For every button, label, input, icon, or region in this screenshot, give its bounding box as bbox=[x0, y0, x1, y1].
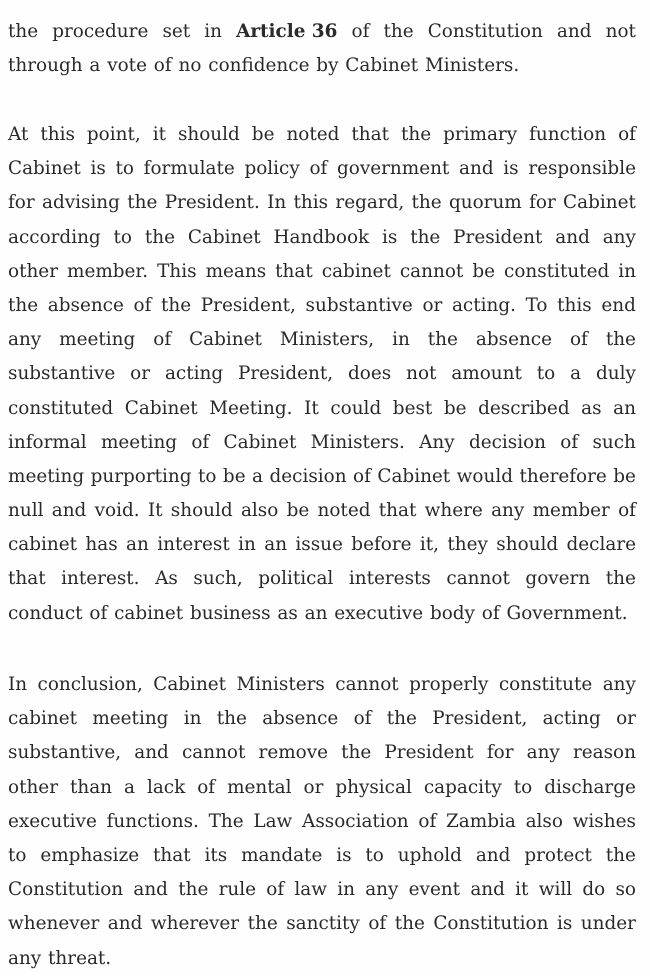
word: the bbox=[8, 21, 39, 42]
word: not bbox=[605, 21, 636, 42]
text-line bbox=[8, 942, 636, 976]
text-line bbox=[8, 392, 636, 426]
word: not bbox=[406, 363, 437, 385]
word: in bbox=[337, 879, 355, 901]
word: interests bbox=[348, 568, 431, 590]
word: Cabinet bbox=[377, 465, 451, 487]
word: absence bbox=[47, 294, 124, 316]
word: of bbox=[191, 431, 210, 453]
word: quorum bbox=[448, 192, 522, 214]
word: should bbox=[496, 534, 559, 556]
word: of bbox=[368, 913, 387, 935]
word: should bbox=[177, 124, 240, 145]
word: responsible bbox=[528, 158, 636, 180]
word: of bbox=[618, 500, 636, 522]
word: of bbox=[560, 431, 579, 453]
word: of bbox=[309, 158, 328, 180]
article-reference: Article 36 bbox=[236, 21, 338, 42]
word: absence bbox=[475, 329, 552, 351]
word: protect bbox=[524, 844, 592, 866]
word: Ministers bbox=[236, 674, 325, 695]
word: It bbox=[147, 500, 163, 522]
word: acting bbox=[542, 708, 601, 730]
word: emphasize bbox=[40, 844, 140, 866]
word: cannot bbox=[181, 742, 246, 764]
word: issue bbox=[295, 534, 343, 556]
word: cabinet bbox=[321, 260, 391, 282]
text-line bbox=[8, 15, 636, 49]
word: President, bbox=[200, 294, 296, 316]
word: whenever bbox=[8, 913, 100, 935]
word: the bbox=[178, 879, 209, 901]
text-line bbox=[8, 805, 636, 839]
word: properly bbox=[409, 674, 489, 695]
word: substantive bbox=[305, 294, 413, 316]
word: President. bbox=[164, 192, 260, 214]
word: declare bbox=[566, 534, 636, 556]
paragraph-procedure bbox=[8, 15, 636, 83]
word: President, bbox=[238, 363, 334, 385]
word: or bbox=[422, 294, 443, 316]
word: is bbox=[382, 226, 398, 248]
word: any threat. bbox=[8, 947, 112, 969]
word: meeting bbox=[59, 329, 136, 351]
text-line bbox=[8, 736, 636, 770]
word: be bbox=[251, 124, 275, 145]
word: that bbox=[378, 500, 417, 522]
word: and bbox=[459, 158, 494, 180]
word: Constitution bbox=[427, 21, 543, 42]
word: interest bbox=[157, 534, 230, 556]
word: and bbox=[134, 742, 169, 764]
text-line bbox=[8, 221, 636, 255]
word: and bbox=[555, 226, 590, 248]
word: of bbox=[353, 708, 372, 730]
word: substantive bbox=[8, 363, 116, 385]
word: void. bbox=[94, 500, 140, 522]
word: cannot bbox=[335, 674, 399, 695]
word: therefore bbox=[519, 465, 607, 487]
word: remove bbox=[258, 742, 328, 764]
word: any bbox=[365, 879, 399, 901]
word: President bbox=[384, 742, 474, 764]
word: the bbox=[400, 124, 432, 145]
word: in bbox=[183, 708, 202, 730]
word: an bbox=[613, 397, 636, 419]
word: of bbox=[153, 329, 172, 351]
word: be bbox=[613, 465, 636, 487]
word: member. bbox=[67, 260, 149, 282]
word: also bbox=[240, 500, 279, 522]
word: conduct of cabinet business as an executive body of Government. bbox=[8, 602, 628, 624]
text-line bbox=[8, 255, 636, 289]
word: decision bbox=[468, 431, 547, 453]
word: a bbox=[570, 363, 582, 385]
word: lack bbox=[146, 776, 186, 798]
word: event bbox=[408, 879, 461, 901]
word: the bbox=[144, 226, 175, 248]
word: such bbox=[592, 431, 636, 453]
word: decision bbox=[269, 465, 347, 487]
word: of bbox=[569, 329, 588, 351]
word: null bbox=[8, 500, 44, 522]
text-line bbox=[8, 357, 636, 391]
word: At bbox=[8, 124, 29, 145]
word: law bbox=[294, 879, 327, 901]
word: to bbox=[113, 226, 133, 248]
word: and bbox=[470, 879, 505, 901]
word: Cabinet bbox=[153, 674, 227, 695]
word: of bbox=[133, 294, 152, 316]
word: advising bbox=[41, 192, 120, 214]
word: rule bbox=[218, 879, 256, 901]
text-line bbox=[8, 597, 636, 631]
word: this bbox=[40, 124, 75, 145]
word: set bbox=[162, 21, 191, 42]
text-line bbox=[8, 118, 636, 152]
word: noted bbox=[286, 124, 340, 145]
word: mental bbox=[227, 776, 292, 798]
word: acting bbox=[164, 363, 224, 385]
word: of bbox=[266, 879, 285, 901]
word: discharge bbox=[544, 776, 636, 798]
word: it, bbox=[419, 534, 440, 556]
word: functions. bbox=[106, 810, 199, 832]
word: Meeting. bbox=[209, 397, 293, 419]
word: according bbox=[8, 226, 101, 248]
word: the bbox=[8, 294, 39, 316]
word: so bbox=[615, 879, 636, 901]
word: the bbox=[605, 844, 636, 866]
text-line bbox=[8, 494, 636, 528]
word: Cabinet bbox=[187, 226, 261, 248]
word: this bbox=[293, 192, 329, 214]
word: or bbox=[130, 363, 151, 385]
word: that bbox=[351, 124, 389, 145]
word: This bbox=[157, 260, 197, 282]
word: Cabinet bbox=[189, 329, 262, 351]
word: the bbox=[341, 742, 372, 764]
word: In bbox=[267, 192, 287, 214]
word: described bbox=[478, 397, 570, 419]
word: to bbox=[8, 844, 27, 866]
word: and bbox=[556, 21, 592, 42]
word: is bbox=[503, 158, 519, 180]
word: cabinet bbox=[8, 708, 78, 730]
word: Cabinet bbox=[223, 431, 297, 453]
word: Cabinet bbox=[563, 192, 636, 214]
text-line bbox=[8, 528, 636, 562]
word: cannot bbox=[399, 260, 464, 282]
word: the bbox=[410, 226, 441, 248]
word: a bbox=[252, 465, 264, 487]
word: would bbox=[456, 465, 513, 487]
word: In bbox=[8, 674, 28, 695]
word: other bbox=[8, 776, 58, 798]
word: the bbox=[386, 708, 417, 730]
word: means bbox=[205, 260, 267, 282]
word: Zambia bbox=[446, 810, 516, 832]
word: has bbox=[85, 534, 118, 556]
word: the bbox=[383, 21, 414, 42]
word: Handbook bbox=[273, 226, 370, 248]
word: the bbox=[161, 294, 192, 316]
word: The bbox=[208, 810, 244, 832]
word: in bbox=[618, 260, 636, 282]
word: the bbox=[394, 913, 425, 935]
text-line bbox=[8, 49, 636, 83]
word: do bbox=[582, 879, 606, 901]
word: where bbox=[424, 500, 483, 522]
word: constitute bbox=[498, 674, 593, 695]
word: President bbox=[453, 226, 543, 248]
text-line bbox=[8, 289, 636, 323]
text-line bbox=[8, 873, 636, 907]
text-line bbox=[8, 839, 636, 873]
text-line bbox=[8, 426, 636, 460]
word: that bbox=[275, 260, 313, 282]
word: to bbox=[365, 844, 384, 866]
word: and bbox=[133, 879, 168, 901]
word: of bbox=[618, 124, 636, 145]
word: should bbox=[170, 500, 233, 522]
word: before bbox=[351, 534, 412, 556]
word: Cabinet bbox=[8, 158, 81, 180]
word: Law bbox=[253, 810, 293, 832]
word: Association bbox=[302, 810, 409, 832]
word: absence bbox=[262, 708, 339, 730]
word: to bbox=[536, 363, 556, 385]
word: uphold bbox=[397, 844, 462, 866]
word: meeting bbox=[100, 431, 178, 453]
word: any bbox=[602, 674, 636, 695]
word: constituted bbox=[8, 397, 114, 419]
word: Constitution bbox=[433, 913, 549, 935]
word: policy bbox=[244, 158, 300, 180]
word: its bbox=[204, 844, 228, 866]
word: Ministers, bbox=[279, 329, 375, 351]
word: does bbox=[348, 363, 392, 385]
word: any bbox=[8, 329, 42, 351]
word: the bbox=[605, 568, 636, 590]
word: in bbox=[238, 534, 256, 556]
word: and bbox=[51, 500, 87, 522]
word: through a vote of no confidence by Cabinet Ministers. bbox=[8, 55, 520, 77]
word: be bbox=[222, 465, 246, 487]
word: than bbox=[69, 776, 113, 798]
word: point, bbox=[86, 124, 141, 145]
word: duly bbox=[596, 363, 636, 385]
word: capacity bbox=[423, 776, 502, 798]
word: the bbox=[216, 708, 247, 730]
word: any bbox=[526, 742, 560, 764]
word: the bbox=[247, 913, 278, 935]
word: Any bbox=[419, 431, 455, 453]
word: reason bbox=[572, 742, 636, 764]
text-line bbox=[8, 186, 636, 220]
word: for bbox=[529, 192, 556, 214]
word: to bbox=[115, 158, 134, 180]
word: cannot bbox=[446, 568, 510, 590]
word: Ministers. bbox=[310, 431, 405, 453]
word: will bbox=[538, 879, 573, 901]
word: an bbox=[264, 534, 288, 556]
word: Constitution bbox=[8, 879, 124, 901]
word: it bbox=[515, 879, 529, 901]
word: government bbox=[337, 158, 450, 180]
word: in bbox=[392, 329, 410, 351]
word: this bbox=[557, 294, 592, 316]
word: function bbox=[529, 124, 607, 145]
word: interest. bbox=[61, 568, 140, 590]
word: of bbox=[353, 465, 371, 487]
word: is bbox=[90, 158, 106, 180]
word: to bbox=[513, 776, 533, 798]
paragraph-conclusion bbox=[8, 668, 636, 976]
word: under bbox=[580, 913, 636, 935]
word: such, bbox=[193, 568, 243, 590]
word: govern bbox=[525, 568, 591, 590]
word: the bbox=[411, 192, 442, 214]
word: or bbox=[616, 708, 636, 730]
word: amount bbox=[451, 363, 522, 385]
word: a bbox=[124, 776, 135, 798]
word: member bbox=[532, 500, 610, 522]
word: end bbox=[601, 294, 636, 316]
word: of bbox=[418, 810, 437, 832]
word: it bbox=[152, 124, 166, 145]
word: conclusion, bbox=[37, 674, 143, 695]
word: As bbox=[155, 568, 178, 590]
word: meeting bbox=[8, 465, 85, 487]
word: of bbox=[197, 776, 216, 798]
text-line bbox=[8, 907, 636, 941]
word: wherever bbox=[150, 913, 240, 935]
word: to bbox=[197, 465, 217, 487]
word: other bbox=[8, 260, 58, 282]
word: the bbox=[127, 192, 158, 214]
word: regard, bbox=[335, 192, 405, 214]
word: formulate bbox=[143, 158, 235, 180]
word: meeting bbox=[92, 708, 169, 730]
word: also bbox=[525, 810, 563, 832]
word: sanctity bbox=[286, 913, 360, 935]
word: informal bbox=[8, 431, 87, 453]
word: substantive, bbox=[8, 742, 122, 764]
word: cabinet bbox=[8, 534, 78, 556]
word: be bbox=[472, 260, 495, 282]
word: in bbox=[204, 21, 222, 42]
word: or bbox=[303, 776, 324, 798]
word: as bbox=[581, 397, 602, 419]
word: It bbox=[304, 397, 319, 419]
word: procedure bbox=[52, 21, 149, 42]
word: any bbox=[602, 226, 636, 248]
word: an bbox=[126, 534, 149, 556]
text-line bbox=[8, 771, 636, 805]
word: the bbox=[427, 329, 458, 351]
word: primary bbox=[443, 124, 518, 145]
word: President, bbox=[432, 708, 528, 730]
text-line bbox=[8, 152, 636, 186]
word: of bbox=[351, 21, 370, 42]
text-line bbox=[8, 668, 636, 702]
word: Cabinet bbox=[124, 397, 198, 419]
word: purporting bbox=[90, 465, 192, 487]
paragraph-cabinet-function bbox=[8, 118, 636, 631]
text-line bbox=[8, 323, 636, 357]
word: is bbox=[556, 913, 573, 935]
word: the bbox=[605, 329, 636, 351]
word: for bbox=[486, 742, 514, 764]
word: acting. bbox=[451, 294, 516, 316]
word: is bbox=[336, 844, 352, 866]
word: be bbox=[286, 500, 310, 522]
word: mandate bbox=[241, 844, 323, 866]
word: executive bbox=[8, 810, 97, 832]
word: wishes bbox=[572, 810, 636, 832]
word: physical bbox=[335, 776, 412, 798]
word: for bbox=[8, 192, 35, 214]
word: constituted bbox=[504, 260, 610, 282]
word: To bbox=[525, 294, 548, 316]
word: and bbox=[107, 913, 143, 935]
word: and bbox=[475, 844, 511, 866]
word: that bbox=[153, 844, 191, 866]
word: could bbox=[330, 397, 382, 419]
word: political bbox=[258, 568, 334, 590]
word: be bbox=[443, 397, 467, 419]
text-line bbox=[8, 702, 636, 736]
text-line bbox=[8, 460, 636, 494]
word: that bbox=[8, 568, 46, 590]
text-line bbox=[8, 562, 636, 596]
word: any bbox=[491, 500, 525, 522]
word: best bbox=[392, 397, 433, 419]
word: noted bbox=[317, 500, 371, 522]
word: they bbox=[447, 534, 488, 556]
